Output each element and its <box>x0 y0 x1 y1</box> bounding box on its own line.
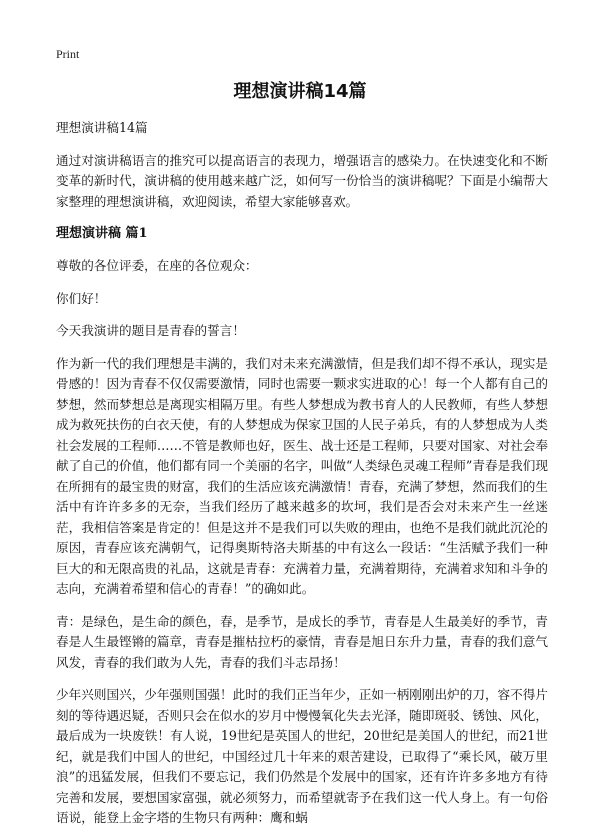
document-subtitle: 理想演讲稿14篇 <box>56 120 148 135</box>
document-title: 理想演讲稿14篇 <box>233 81 367 102</box>
print-link[interactable]: Print <box>56 47 80 61</box>
paragraph-salutation: 尊敬的各位评委，在座的各位观众： <box>56 258 258 273</box>
paragraph-body: 作为新一代的我们理想是丰满的，我们对未来充满激情，但是我们却不得不承认，现实是骨感的！因为青春不仅仅需要激情，同时也需要一颗求实进取的心！每一个人都有自己的梦想，然而梦想总是离现实相隔万里。有些人梦想成为教书育人的人民教师，有些人梦想成为救死扶伤的白衣天使，有的人梦想成为保家卫国的人民子弟兵，有的人梦想成为人类社会发展的工程师……不管是教师也好，医生、战士还是工程师，只要对国家、对社会奉献了自己的价值，他们都有同一个美丽的名字，叫做“人类绿色灵魂工程师”青春是我们现在所拥有的最宝贵的财富，我们的生活应该充满激情！青春，充满了梦想，然而我们的生活中有许许多多的无奈，当我们经历了越来越多的坎坷，我们是否会对未来产生一丝迷茫，我相信答案是肯定的！但是这并不是我们可以失败的理由，也绝不是我们就此沉沦的原因，青春应该充满朝气，记得奥斯特洛夫斯基的中有这么一段话：“生活赋予我们一种巨大的和无限高贵的礼品，这就是青春：充满着力量，充满着期待，充满着求知和斗争的志向，充满着希望和信心的青春！”的确如此。 <box>56 355 548 596</box>
paragraph-topic: 今天我演讲的题目是青春的誓言！ <box>56 323 245 338</box>
paragraph-greeting: 你们好！ <box>56 290 107 306</box>
intro-paragraph: 通过对演讲稿语言的推究可以提高语言的表现力，增强语言的感染力。在快速变化和不断变革的新时代，演讲稿的使用越来越广泛，如何写一份恰当的演讲稿呢？下面是小编帮大家整理的理想演讲稿，欢迎阅读，希望大家能够喜欢。 <box>56 152 548 209</box>
document-body <box>56 118 548 828</box>
paragraph-body: 青：是绿色，是生命的颜色，春，是季节，是成长的季节，青春是人生最美好的季节，青春是人生最铿锵的篇章，青春是摧枯拉朽的豪情，青春是旭日东升力量，青春的我们意气风发，青春的我们敢为人先，青春的我们斗志昂扬！ <box>56 613 548 670</box>
section-heading: 理想演讲稿 篇1 <box>56 226 148 241</box>
paragraph-body: 少年兴则国兴，少年强则国强！此时的我们正当年少，正如一柄刚刚出炉的刀，容不得片刻的等待遇迟疑，否则只会在似水的岁月中慢慢氧化失去光泽，随即斑驳、锈蚀、风化，最后成为一块废铁！有人说，19世纪是英国人的世纪，20世纪是美国人的世纪，而21世纪，就是我们中国人的世纪，中国经过几十年来的艰苦建设，已取得了“乘长风，破万里浪”的迅猛发展，但我们不要忘记，我们仍然是个发展中的国家，还有许许多多地方有待完善和发展，要想国家富强，就必须努力，而希望就寄予在我们这一代人身上。有一句俗语说，能登上金字塔的生物只有两种：鹰和蜗 <box>56 687 548 825</box>
